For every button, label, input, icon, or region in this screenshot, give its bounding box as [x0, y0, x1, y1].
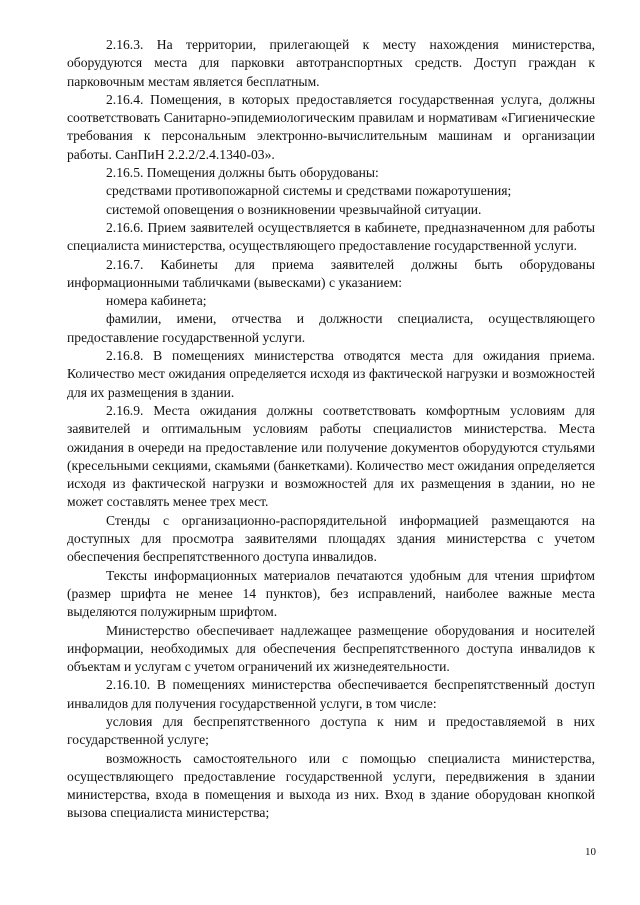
paragraph-info-stands: Стенды с организационно-распорядительной информацией размещаются на доступных для просмотра заявителями площадях здания министерства с учетом обеспечения беспрепятственного доступа инвалидов. — [67, 512, 595, 565]
list-item-specialist-name: фамилии, имени, отчества и должности специалиста, осуществляющего предоставление государственной услуги. — [67, 311, 595, 345]
paragraph-2-16-9: 2.16.9. Места ожидания должны соответствовать комфортным условиям для заявителей и оптимальным условиям работы специалистов министерства. Места ожидания в очереди на предоставление или получение документов оборудуются стульями (кресельными секциями, скамьями (банкетками). Количество мест ожидания определяется исходя из фактической нагрузки и возможностей для их размещения в здании, но не может составлять менее трех мест. — [67, 402, 595, 510]
paragraph-2-16-6: 2.16.6. Прием заявителей осуществляется в кабинете, предназначенном для работы специалиста министерства, осуществляющего предоставление государственной услуги. — [67, 219, 595, 254]
paragraph-2-16-10: 2.16.10. В помещениях министерства обеспечивается беспрепятственный доступ инвалидов для получения государственной услуги, в том числе: — [67, 677, 595, 711]
paragraph-2-16-5: 2.16.5. Помещения должны быть оборудованы: — [106, 165, 379, 181]
paragraph-accessibility-equipment: Министерство обеспечивает надлежащее размещение оборудования и носителей информации, необходимых для обеспечения беспрепятственного доступа инвалидов к объектам и услугам с учетом ограничений их жизнедеятельности. — [67, 622, 595, 675]
page-number: 10 — [585, 846, 596, 858]
list-item-emergency-alert: системой оповещения о возникновении чрезвычайной ситуации. — [106, 201, 482, 217]
paragraph-2-16-4: 2.16.4. Помещения, в которых предоставляется государственная услуга, должны соответствовать Санитарно-эпидемиологическим правилам и нормативам «Гигиенические требования к персональным электронно-вычислительным машинам и организации работы. СанПиН 2.2.2/2.4.1340-03». — [67, 91, 595, 162]
list-item-access-conditions: условия для беспрепятственного доступа к ним и предоставляемой в них государственной услуге; — [67, 713, 595, 748]
paragraph-2-16-8: 2.16.8. В помещениях министерства отводятся места для ожидания приема. Количество мест ожидания определяется исходя из фактической нагрузки и возможностей для их размещения в здании. — [67, 348, 595, 400]
list-item-fire-system: средствами противопожарной системы и средствами пожаротушения; — [106, 183, 512, 199]
list-item-movement-possibility: возможность самостоятельного или с помощью специалиста министерства, осуществляющего предоставление государственной услуги, передвижения в здании министерства, входа в помещения и выхода из них. Вход в здание оборудован кнопкой вызова специалиста министерства; — [67, 750, 595, 821]
document-body — [67, 36, 595, 823]
list-item-room-number: номера кабинета; — [106, 293, 207, 309]
paragraph-2-16-3: 2.16.3. На территории, прилегающей к месту нахождения министерства, оборудуются места для парковки автотранспортных средств. Доступ граждан к парковочным местам является бесплатным. — [67, 37, 595, 89]
paragraph-2-16-7: 2.16.7. Кабинеты для приема заявителей должны быть оборудованы информационными табличками (вывесками) с указанием: — [67, 256, 595, 290]
paragraph-info-materials: Тексты информационных материалов печатаются удобным для чтения шрифтом (размер шрифта не менее 14 пунктов), без исправлений, наиболее важные места выделяются полужирным шрифтом. — [67, 567, 595, 620]
